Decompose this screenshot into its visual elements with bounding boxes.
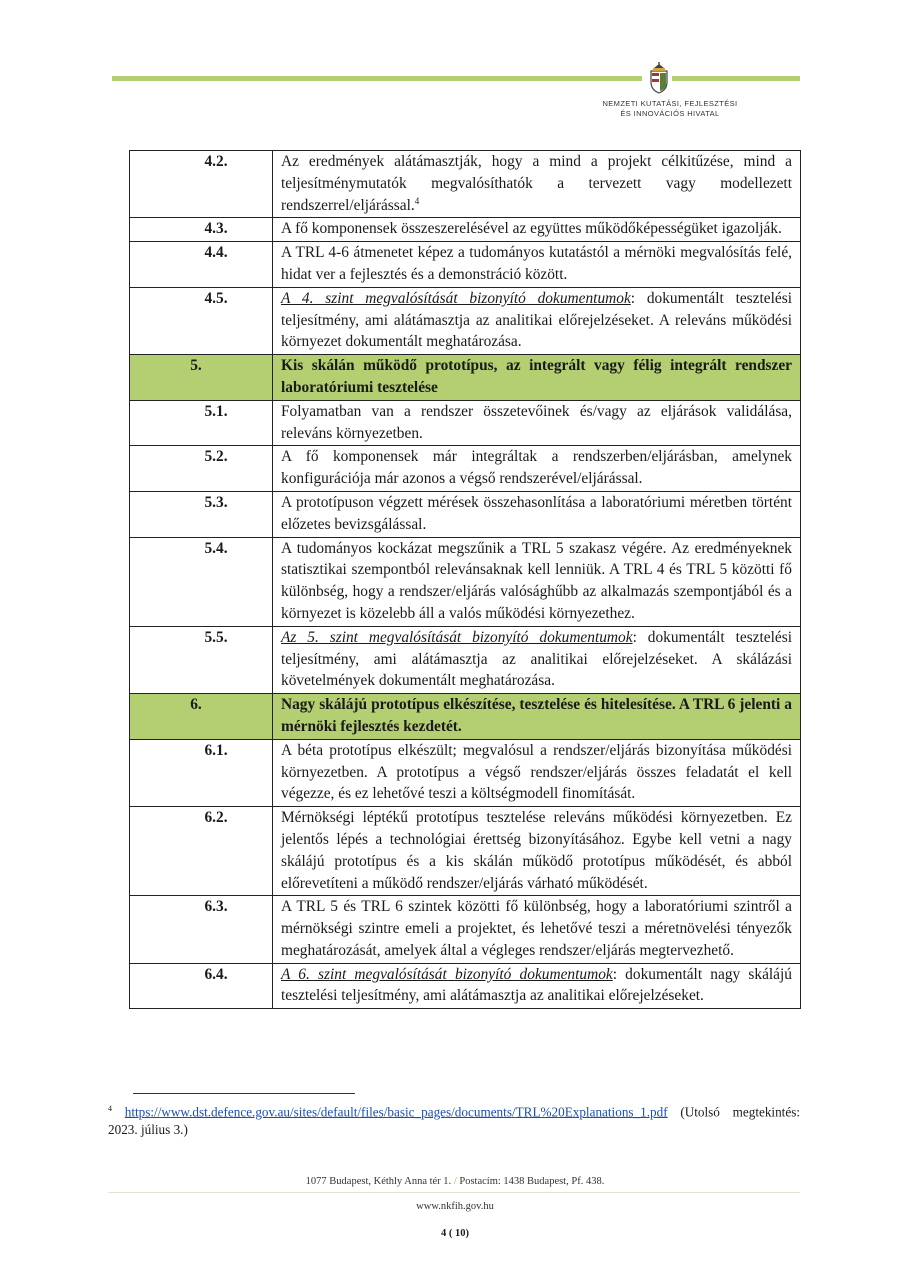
row-text: A prototípuson végzett mérések összehasonlítása a laboratóriumi méretben történt előzetes bevizsgálással. (281, 493, 792, 533)
row-text-cell (273, 218, 801, 242)
level-header-row (130, 355, 801, 401)
table-row (130, 626, 801, 693)
row-text: : dokumentált tesztelési teljesítmény, ami alátámasztja az analitikai előrejelzéseket. A releváns működési környezet dokumentált meghatározása. (281, 289, 792, 351)
row-number: 5.3. (130, 491, 273, 537)
row-number: 6.3. (130, 896, 273, 963)
footnote-mark: 4 (108, 1104, 112, 1113)
row-text-cell (273, 151, 801, 218)
row-number: 5. (130, 355, 273, 401)
level-header-row (130, 694, 801, 740)
row-text: : dokumentált nagy skálájú tesztelési teljesítmény, ami alátámasztja az analitikai előrejelzéseket. (281, 965, 792, 1005)
row-text: A tudományos kockázat megszűnik a TRL 5 szakasz végére. Az eredményeknek statisztikai szempontból relevánsaknak kell lenniük. A TRL 4 és TRL 5 közötti fő különbség, hogy a rendszer/eljárás valósághűbb az alkalmazás szempontjából és a környezet is közelebb áll a valós működési környezethez. (281, 539, 792, 622)
row-text: : dokumentált tesztelési teljesítmény, ami alátámasztja az analitikai előrejelzéseket. A skálázási követelmények dokumentált meghatározása. (281, 628, 792, 690)
row-number: 4.5. (130, 287, 273, 354)
row-text-cell (273, 626, 801, 693)
row-number: 6.4. (130, 963, 273, 1009)
address-postal: Postacím: 1438 Budapest, Pf. 438. (459, 1176, 605, 1187)
footnote-separator (133, 1093, 355, 1094)
row-text-cell (273, 807, 801, 896)
footnote-reference[interactable]: 4 (414, 195, 420, 206)
row-number: 5.2. (130, 446, 273, 492)
row-text: Folyamatban van a rendszer összetevőinek és/vagy az eljárások validálása, releváns környezetben. (281, 402, 792, 442)
footnote (108, 1100, 800, 1139)
evidence-documents-label: Az 5. szint megvalósítását bizonyító dokumentumok (281, 628, 633, 646)
row-text-cell (273, 491, 801, 537)
organization-name (560, 99, 780, 119)
table-row (130, 151, 801, 218)
address-street: 1077 Budapest, Kéthly Anna tér 1. (305, 1176, 452, 1187)
table-row (130, 807, 801, 896)
row-number: 6. (130, 694, 273, 740)
table-row (130, 537, 801, 626)
row-number: 4.3. (130, 218, 273, 242)
table-row (130, 400, 801, 446)
table-row (130, 896, 801, 963)
row-text: A TRL 5 és TRL 6 szintek közötti fő különbség, hogy a laboratóriumi szintről a mérnökségi szintre emeli a projektet, és lehetővé teszi a méretnövelési tényezők meghatározását, amelyek által a végleges rendszer/eljárás megtervezhető. (281, 898, 792, 959)
footer-address (0, 1176, 910, 1187)
row-text: A TRL 4-6 átmenetet képez a tudományos kutatástól a mérnöki megvalósítás felé, hidat ver a fejlesztés és a demonstráció között. (281, 244, 792, 283)
footnote-link[interactable]: https://www.dst.defence.gov.au/sites/default/files/basic_pages/documents/TRL%20Explanations_1.pdf (124, 1104, 668, 1120)
row-text-cell (273, 400, 801, 446)
row-text-cell (273, 355, 801, 401)
table-row (130, 218, 801, 242)
row-text-cell (273, 287, 801, 354)
footer-rule (108, 1192, 800, 1193)
row-number: 5.4. (130, 537, 273, 626)
row-number: 4.2. (130, 151, 273, 218)
row-text-cell (273, 446, 801, 492)
row-number: 5.1. (130, 400, 273, 446)
row-text-cell (273, 896, 801, 963)
row-text: Mérnökségi léptékű prototípus tesztelése releváns működési környezetben. Ez jelentős lépés a technológiai érettség bizonyításához. Egybe kell vetni a nagy skálájú prototípus és a kis skálán működő prototípus működését, és abból előrevetíteni a működő rendszer/eljárás várható működését. (281, 809, 792, 892)
row-number: 6.2. (130, 807, 273, 896)
trl-table (129, 150, 801, 1009)
row-text-cell (273, 694, 801, 740)
header-rule-right (672, 76, 800, 81)
row-text: Nagy skálájú prototípus elkészítése, tesztelése és hitelesítése. A TRL 6 jelenti a mérnöki fejlesztés kezdetét. (281, 696, 792, 735)
page-number: 4 ( 10) (441, 1228, 469, 1239)
table-row (130, 963, 801, 1009)
table-row (130, 739, 801, 806)
table-row (130, 491, 801, 537)
header-rule-left (112, 76, 642, 81)
row-text-cell (273, 242, 801, 288)
row-text: A fő komponensek összeszerelésével az együttes működőképességüket igazolják. (281, 220, 782, 238)
org-line-2: ÉS INNOVÁCIÓS HIVATAL (620, 109, 720, 118)
row-text-cell (273, 739, 801, 806)
row-text-cell (273, 963, 801, 1009)
row-text: A fő komponensek már integráltak a rendszerben/eljárásban, amelynek konfigurációja már azonos a végső rendszerével/eljárással. (281, 448, 792, 488)
row-text-cell (273, 537, 801, 626)
footnote-note: (Utolsó megtekintés: 2023. július 3.) (108, 1104, 800, 1138)
org-line-1: NEMZETI KUTATÁSI, FEJLESZTÉSI (602, 99, 738, 108)
row-text: Kis skálán működő prototípus, az integrált vagy félig integrált rendszer laboratóriumi tesztelése (281, 357, 792, 396)
address-separator: / (453, 1176, 457, 1187)
row-text: Az eredmények alátámasztják, hogy a mind a projekt célkitűzése, mind a teljesítménymutatók megvalósíthatók a tervezett vagy modellezett rendszerrel/eljárással. (281, 153, 792, 214)
hungarian-coat-of-arms-icon (648, 62, 670, 94)
table-row (130, 242, 801, 288)
table-row (130, 446, 801, 492)
row-number: 5.5. (130, 626, 273, 693)
evidence-documents-label: A 6. szint megvalósítását bizonyító dokumentumok (281, 965, 613, 983)
row-number: 4.4. (130, 242, 273, 288)
row-number: 6.1. (130, 739, 273, 806)
evidence-documents-label: A 4. szint megvalósítását bizonyító dokumentumok (281, 289, 631, 307)
row-text: A béta prototípus elkészült; megvalósul a rendszer/eljárás bizonyítása működési környezetben. A prototípus a végső rendszer/eljárás összes feladatát el kell végezze, és ez lehetővé teszi a költségmodell finomítását. (281, 741, 792, 803)
footer-website[interactable]: www.nkfih.gov.hu (416, 1201, 494, 1212)
table-row (130, 287, 801, 354)
